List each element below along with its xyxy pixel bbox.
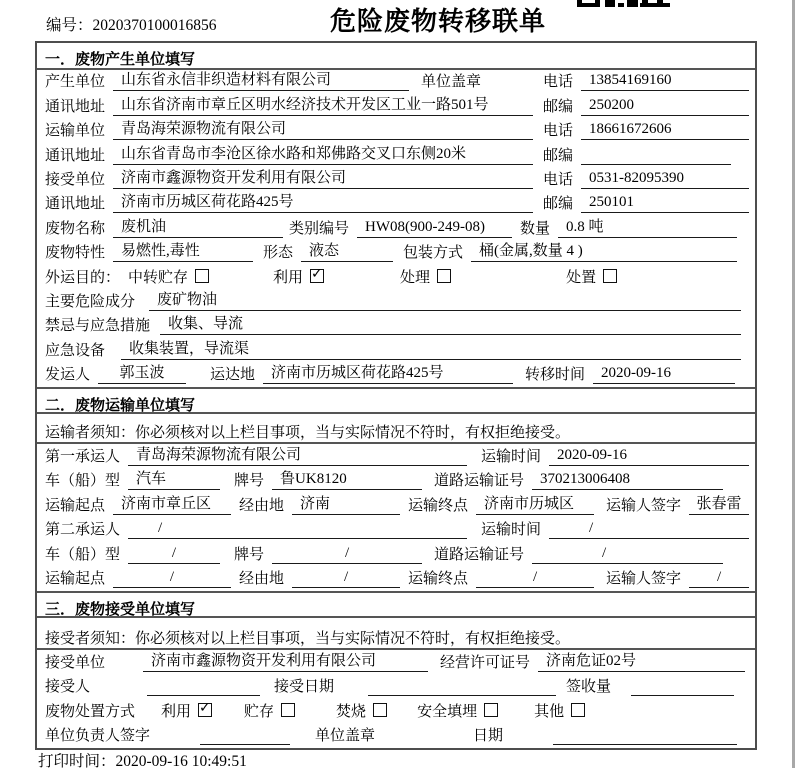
row-accept-unit <box>37 650 755 675</box>
receiver-zip-label: 邮编 <box>542 196 573 213</box>
route-end-label-2: 运输终点 <box>408 571 469 588</box>
page-title: 危险废物转移联单 <box>330 6 547 36</box>
route-end-value-2: / <box>476 569 594 588</box>
transporter-value: 青岛海荣源物流有限公司 <box>113 117 533 140</box>
waste-form-value: 液态 <box>301 239 393 262</box>
checkbox-dispose <box>603 269 617 283</box>
transporter-address-label: 通讯地址 <box>45 147 106 164</box>
taboo-label: 禁忌与应急措施 <box>45 318 151 335</box>
transfer-time-label: 转移时间 <box>525 367 586 384</box>
first-carrier-label: 第一承运人 <box>45 448 121 465</box>
document-serial <box>46 13 217 35</box>
accept-person-value <box>147 679 260 696</box>
transporter-address-value: 山东省青岛市李沧区徐水路和郑佛路交叉口东侧20米 <box>113 142 533 165</box>
route-end-label: 运输终点 <box>408 497 469 514</box>
destination-value: 济南市历城区荷花路425号 <box>263 361 513 384</box>
first-carrier-value: 青岛海荣源物流有限公司 <box>128 443 467 466</box>
disposal-option-storage <box>244 700 295 721</box>
producer-phone-label: 电话 <box>542 74 573 91</box>
packing-label: 包装方式 <box>403 245 464 262</box>
producer-address-label: 通讯地址 <box>45 98 106 115</box>
row-first-route <box>37 493 755 518</box>
checkbox-disposal-landfill <box>484 703 498 717</box>
row-receiver-address <box>37 192 755 216</box>
waste-attr-label: 废物特性 <box>45 245 106 262</box>
disposal-option-utilize <box>161 700 212 721</box>
row-accept-person <box>37 675 755 700</box>
row-taboo-measures <box>37 314 755 338</box>
receiver-phone-label: 电话 <box>542 171 573 188</box>
disposal-option-label: 安全填埋 <box>417 703 478 720</box>
road-permit-value-2: / <box>532 545 723 564</box>
purpose-option-label: 利用 <box>273 269 304 286</box>
vehicle-type-label-2: 车（船）型 <box>45 546 121 563</box>
row-transporter <box>37 119 755 143</box>
route-via-label: 经由地 <box>239 497 285 514</box>
destination-label: 运达地 <box>210 367 256 384</box>
sign-date-value <box>553 728 737 745</box>
section-2-header: 二．废物运输单位填写 <box>37 387 755 414</box>
purpose-option-treat <box>400 266 451 287</box>
row-second-carrier <box>37 518 755 543</box>
print-time-label: 打印时间： <box>38 753 116 768</box>
producer-zip-value: 250200 <box>581 97 749 116</box>
license-value: 济南危证02号 <box>538 649 745 672</box>
road-permit-value: 370213006408 <box>532 471 723 490</box>
page-edge <box>792 0 795 768</box>
checkbox-transfer-storage <box>195 269 209 283</box>
purpose-option-transfer-storage <box>128 266 209 287</box>
transporter-phone-label: 电话 <box>542 123 573 140</box>
waste-category-label: 类别编号 <box>289 220 350 237</box>
route-end-value: 济南市历城区 <box>476 492 594 515</box>
row-second-vehicle <box>37 542 755 567</box>
carrier-sign-label-2: 运输人签字 <box>606 571 682 588</box>
route-start-value-2: / <box>113 569 231 588</box>
plate-value-2: / <box>272 545 422 564</box>
receiver-phone-value: 0531-82095390 <box>581 170 749 189</box>
disposal-option-incinerate <box>336 700 387 721</box>
print-time-value: 2020-09-16 10:49:51 <box>115 753 247 768</box>
purpose-option-label: 处理 <box>400 269 431 286</box>
disposal-option-landfill <box>417 700 498 721</box>
transporter-phone-value: 18661672606 <box>581 121 749 140</box>
accept-date-label: 接受日期 <box>274 679 335 696</box>
plate-label: 牌号 <box>234 473 265 490</box>
receiver-label: 接受单位 <box>45 171 106 188</box>
checkbox-disposal-incinerate <box>373 703 387 717</box>
checkbox-disposal-other <box>571 703 585 717</box>
waste-quantity-label: 数量 <box>520 220 551 237</box>
route-via-label-2: 经由地 <box>239 571 285 588</box>
transport-time-value: 2020-09-16 <box>549 447 749 466</box>
disposal-option-label: 焚烧 <box>336 703 367 720</box>
waste-name-value: 废机油 <box>113 215 283 238</box>
waste-attr-value: 易燃性,毒性 <box>113 239 253 262</box>
receiver-address-label: 通讯地址 <box>45 196 106 213</box>
vehicle-type-value-2: / <box>128 545 220 564</box>
road-permit-label: 道路运输证号 <box>434 473 525 490</box>
qr-code-fragment <box>577 0 671 10</box>
disposal-option-label: 贮存 <box>244 703 275 720</box>
route-start-label: 运输起点 <box>45 497 106 514</box>
dispatcher-value: 郭玉波 <box>98 361 186 384</box>
print-time <box>38 749 247 768</box>
dispatcher-label: 发运人 <box>45 367 91 384</box>
section-1-header: 一．废物产生单位填写 <box>37 43 755 70</box>
license-label: 经营许可证号 <box>440 654 531 671</box>
transporter-zip-value <box>581 148 731 165</box>
transporter-label: 运输单位 <box>45 123 106 140</box>
hazard-label: 主要危险成分 <box>45 293 136 310</box>
transport-time-value-2: / <box>549 520 749 539</box>
waste-name-label: 废物名称 <box>45 220 106 237</box>
unit-seal-label: 单位盖章 <box>420 74 481 91</box>
received-qty-label: 签收量 <box>566 679 612 696</box>
row-hazard-component <box>37 290 755 314</box>
purpose-option-dispose <box>566 266 617 287</box>
checkbox-disposal-storage <box>281 703 295 717</box>
producer-value: 山东省永信非织造材料有限公司 <box>113 68 409 91</box>
receiver-value: 济南市鑫源物资开发利用有限公司 <box>113 166 533 189</box>
disposal-option-other <box>534 700 585 721</box>
section-3-header: 三．废物接受单位填写 <box>37 591 755 618</box>
waste-category-value: HW08(900-249-08) <box>357 219 512 238</box>
vehicle-type-label: 车（船）型 <box>45 473 121 490</box>
responsible-sign-value <box>200 728 290 745</box>
receiver-zip-value: 250101 <box>581 194 749 213</box>
row-transfer-purpose <box>37 265 755 289</box>
transfer-time-value: 2020-09-16 <box>593 365 735 384</box>
packing-value: 桶(金属,数量 4 ) <box>471 239 737 262</box>
second-carrier-value: / <box>128 520 467 539</box>
transporter-zip-label: 邮编 <box>542 147 573 164</box>
row-emergency-equipment <box>37 338 755 362</box>
carrier-sign-value: 张春雷 <box>689 492 749 515</box>
producer-zip-label: 邮编 <box>542 98 573 115</box>
road-permit-label-2: 道路运输证号 <box>434 546 525 563</box>
taboo-value: 收集、导流 <box>160 312 741 335</box>
carrier-sign-label: 运输人签字 <box>606 497 682 514</box>
purpose-option-label: 中转贮存 <box>128 269 189 286</box>
row-responsible-sign <box>37 724 755 749</box>
plate-label-2: 牌号 <box>234 546 265 563</box>
sign-date-label: 日期 <box>473 728 504 745</box>
checkbox-treat <box>437 269 451 283</box>
row-dispatch <box>37 363 755 387</box>
transport-time-label-2: 运输时间 <box>480 522 541 539</box>
row-receiver <box>37 168 755 192</box>
producer-address-value: 山东省济南市章丘区明水经济技术开发区工业一路501号 <box>113 93 533 116</box>
checkbox-utilize <box>310 269 324 283</box>
equipment-value: 收集装置，导流渠 <box>121 337 741 360</box>
row-transporter-address <box>37 143 755 167</box>
purpose-option-label: 处置 <box>566 269 597 286</box>
accept-person-label: 接受人 <box>45 679 91 696</box>
hazard-value: 废矿物油 <box>149 288 741 311</box>
vehicle-type-value: 汽车 <box>128 467 220 490</box>
disposal-option-label: 其他 <box>534 703 565 720</box>
accept-unit-value: 济南市鑫源物资开发利用有限公司 <box>143 649 428 672</box>
route-via-value-2: / <box>292 569 400 588</box>
disposal-option-label: 利用 <box>161 703 192 720</box>
plate-value: 鲁UK8120 <box>272 467 422 490</box>
received-qty-value <box>631 679 734 696</box>
waste-form-label: 形态 <box>263 245 294 262</box>
serial-number: 2020370100016856 <box>92 17 217 34</box>
producer-label: 产生单位 <box>45 74 106 91</box>
row-waste-name <box>37 216 755 240</box>
second-carrier-label: 第二承运人 <box>45 522 121 539</box>
route-start-value: 济南市章丘区 <box>113 492 231 515</box>
receiver-notice: 接受者须知：你必须核对以上栏目事项，当与实际情况不符时，有权拒绝接受。 <box>37 618 755 650</box>
row-producer <box>37 70 755 94</box>
row-waste-attributes <box>37 241 755 265</box>
checkbox-disposal-utilize <box>198 703 212 717</box>
accept-unit-label: 接受单位 <box>45 654 106 671</box>
producer-phone-value: 13854169160 <box>581 72 749 91</box>
unit-seal-label-3: 单位盖章 <box>315 728 376 745</box>
serial-label: 编号： <box>46 17 93 34</box>
transporter-notice: 运输者须知：你必须核对以上栏目事项，当与实际情况不符时，有权拒绝接受。 <box>37 414 755 444</box>
route-via-value: 济南 <box>292 492 400 515</box>
purpose-label: 外运目的： <box>45 269 121 286</box>
row-first-vehicle <box>37 469 755 494</box>
waste-quantity-value: 0.8 吨 <box>558 215 737 238</box>
manifest-form <box>35 41 757 750</box>
accept-date-value <box>368 679 556 696</box>
responsible-sign-label: 单位负责人签字 <box>45 728 151 745</box>
row-disposal-method <box>37 699 755 724</box>
route-start-label-2: 运输起点 <box>45 571 106 588</box>
row-first-carrier <box>37 444 755 469</box>
transport-time-label: 运输时间 <box>480 448 541 465</box>
row-producer-address <box>37 94 755 118</box>
disposal-label: 废物处置方式 <box>45 703 136 720</box>
purpose-option-utilize <box>273 266 324 287</box>
row-second-route <box>37 567 755 592</box>
carrier-sign-value-2: / <box>689 569 749 588</box>
receiver-address-value: 济南市历城区荷花路425号 <box>113 190 533 213</box>
equipment-label: 应急设备 <box>45 342 106 359</box>
